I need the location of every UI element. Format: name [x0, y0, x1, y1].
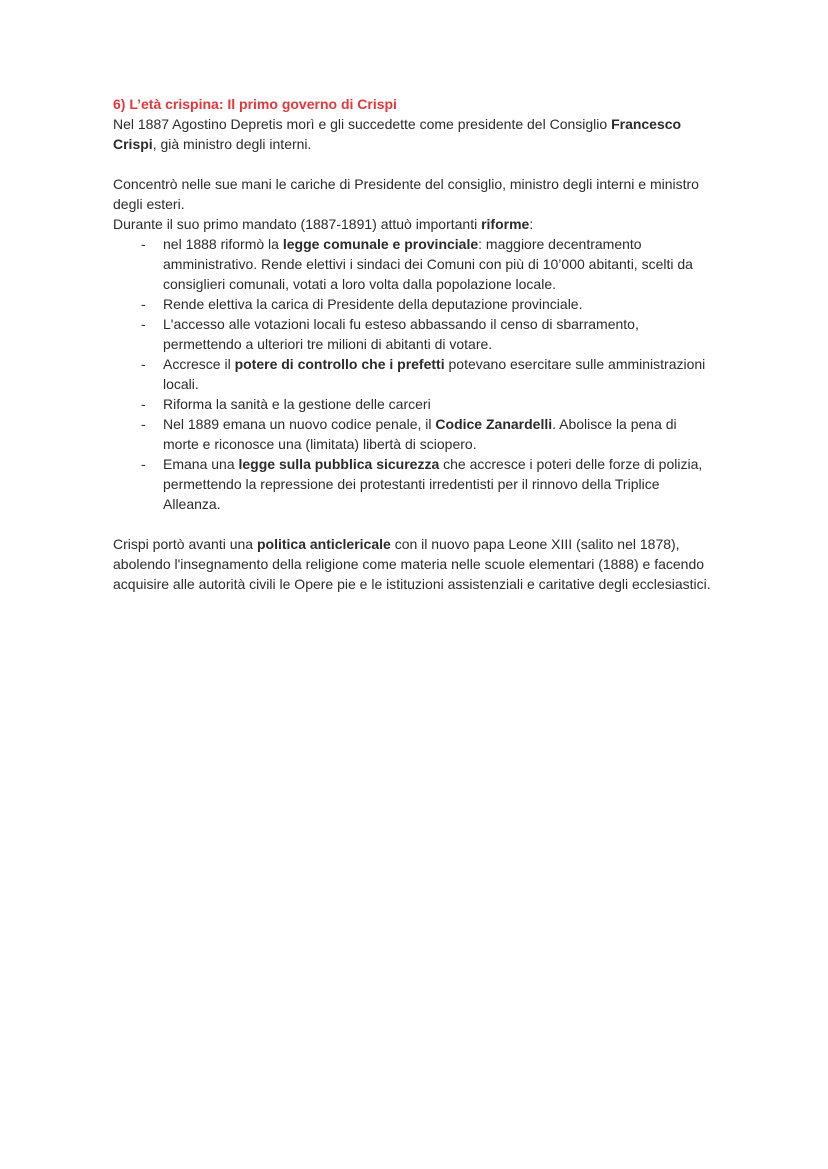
list-item — [113, 394, 713, 414]
text-run: Concentrò nelle sue mani le cariche di Presidente del consiglio, ministro degli interni e ministro degli esteri. — [113, 176, 699, 212]
paragraph — [113, 534, 713, 594]
text-run: L'accesso alle votazioni locali fu esteso abbassando il censo di sbarramento, permettendo a ulteriori tre milioni di abitanti di votare. — [163, 316, 639, 352]
list-item-text — [163, 316, 639, 352]
list-item — [113, 294, 713, 314]
text-run: : maggiore decentramento amministrativo. Rende elettivi i sindaci dei Comuni con più di 10’000 abitanti, scelti da consiglieri comunali, votati a loro volta dalla popolazione locale. — [163, 236, 693, 292]
paragraph — [113, 114, 713, 154]
text-run: Nel 1887 Agostino Depretis morì e gli succedette come presidente del Consiglio — [113, 116, 612, 132]
bold-text-run: politica anticlericale — [256, 536, 391, 552]
text-run: Accresce il — [163, 356, 235, 372]
text-run: che accresce i poteri delle forze di polizia, permettendo la repressione dei protestanti irredentisti per il rinnovo della Triplice Alleanza. — [163, 456, 703, 512]
text-run: Durante il suo primo mandato (1887-1891) attuò importanti — [113, 216, 482, 232]
bullet-marker: - — [141, 236, 146, 252]
text-run: Crispi portò avanti una — [113, 536, 257, 552]
document-content — [113, 94, 713, 594]
bullet-marker: - — [141, 356, 146, 372]
bold-text-run: potere di controllo che i prefetti — [234, 356, 445, 372]
list-item-text — [163, 396, 431, 412]
text-run: Emana una — [163, 456, 239, 472]
list-item-text — [163, 416, 677, 452]
text-run: , già ministro degli interni. — [152, 136, 312, 152]
bullet-marker: - — [141, 456, 146, 472]
list-item-text — [163, 356, 705, 392]
text-run: Nel 1889 emana un nuovo codice penale, il — [163, 416, 436, 432]
bold-text-run: legge sulla pubblica sicurezza — [238, 456, 440, 472]
list-item — [113, 414, 713, 454]
text-run: Riforma la sanità e la gestione delle carceri — [163, 396, 431, 412]
text-run: potevano esercitare sulle amministrazioni locali. — [163, 356, 706, 392]
list-item-text — [163, 296, 582, 312]
list-item-text — [163, 236, 693, 292]
text-run: nel 1888 riformò la — [163, 236, 283, 252]
text-run: : — [529, 216, 534, 232]
bullet-marker: - — [141, 416, 146, 432]
list-item — [113, 314, 713, 354]
bullet-list — [113, 234, 713, 514]
list-item — [113, 354, 713, 394]
bullet-marker: - — [141, 316, 146, 332]
bullet-marker: - — [141, 396, 146, 412]
blank-line — [113, 154, 713, 174]
list-item-text — [163, 456, 702, 512]
text-run: Rende elettiva la carica di Presidente della deputazione provinciale. — [163, 296, 583, 312]
bold-text-run: riforme — [481, 216, 530, 232]
text-run: . Abolisce la pena di morte e riconosce una (limitata) libertà di sciopero. — [163, 416, 677, 452]
bold-text-run: 6) L’età crispina: Il primo governo di Crispi — [113, 96, 397, 112]
paragraph — [113, 174, 713, 214]
bold-text-run: Francesco Crispi — [113, 116, 682, 152]
blank-line — [113, 514, 713, 534]
bullet-marker: - — [141, 296, 146, 312]
paragraph — [113, 214, 713, 234]
text-run: con il nuovo papa Leone XIII (salito nel 1878), abolendo l'insegnamento della religione come materia nelle scuole elementari (1888) e facendo acquisire alle autorità civili le Opere pie e le istituzioni assistenziali e caritative degli ecclesiastici. — [113, 536, 711, 592]
bold-text-run: legge comunale e provinciale — [282, 236, 479, 252]
bold-text-run: Codice Zanardelli — [435, 416, 553, 432]
document-heading — [113, 94, 713, 114]
list-item — [113, 234, 713, 294]
list-item — [113, 454, 713, 514]
